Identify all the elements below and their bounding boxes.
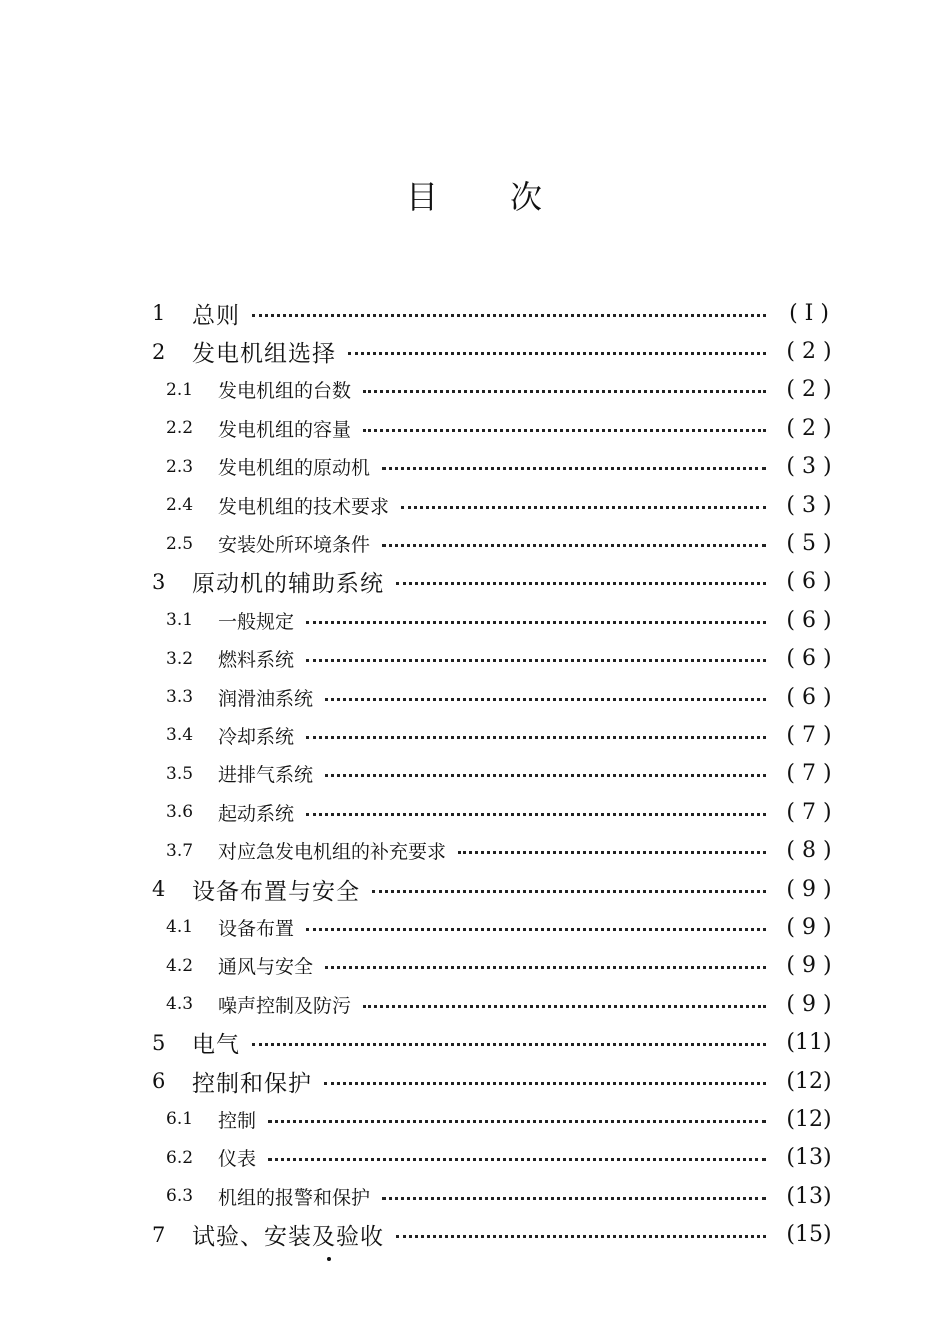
toc-entry-number: 3.4 <box>166 725 194 746</box>
toc-entry-page: ( 2 ) <box>786 415 832 441</box>
toc-chapter-entry[interactable] <box>150 1023 840 1061</box>
toc-entry-title: 仪表 <box>218 1148 257 1171</box>
dot-leader <box>306 736 766 739</box>
toc-entry-title: 机组的报警和保护 <box>218 1186 371 1209</box>
toc-entry-number: 6.2 <box>166 1147 194 1168</box>
toc-entry-page: ( 7 ) <box>786 722 832 748</box>
toc-section-entry[interactable] <box>150 908 840 946</box>
toc-entry-page: (13) <box>786 1183 832 1209</box>
toc-entry-title: 发电机组的台数 <box>218 380 352 403</box>
toc-entry-number: 4.3 <box>166 994 194 1015</box>
toc-entry-page: (11) <box>786 1030 832 1056</box>
toc-entry-page: ( 7 ) <box>786 761 832 787</box>
dot-leader <box>306 659 766 662</box>
toc-section-entry[interactable] <box>150 793 840 831</box>
dot-leader <box>306 928 766 931</box>
dot-leader <box>363 390 766 393</box>
toc-section-entry[interactable] <box>150 524 840 562</box>
toc-entry-title: 对应急发电机组的补充要求 <box>218 841 447 864</box>
toc-entry-number: 6.3 <box>166 1186 194 1207</box>
toc-chapter-entry[interactable] <box>150 563 840 601</box>
toc-entry-page: ( 6 ) <box>786 607 832 633</box>
toc-section-entry[interactable] <box>150 1100 840 1138</box>
toc-section-entry[interactable] <box>150 678 840 716</box>
toc-entry-title: 燃料系统 <box>218 649 295 672</box>
toc-entry-page: ( 7 ) <box>786 799 832 825</box>
toc-entry-number: 2.3 <box>166 456 194 477</box>
toc-entry-page: (12) <box>786 1106 832 1132</box>
dot-leader <box>306 621 766 624</box>
toc-entry-title: 控制 <box>218 1109 257 1132</box>
toc-entry-page: ( 9 ) <box>786 914 832 940</box>
toc-entry-number: 2.1 <box>166 379 194 400</box>
dot-leader <box>324 1082 766 1085</box>
toc-entry-title: 试验、安装及验收 <box>192 1224 384 1251</box>
toc-entry-number: 3.1 <box>166 610 194 631</box>
toc-entry-page: (15) <box>786 1222 832 1248</box>
toc-entry-number: 3.7 <box>166 840 194 861</box>
toc-entry-number: 6.1 <box>166 1109 194 1130</box>
dot-leader <box>325 966 766 969</box>
toc-entry-number: 2.5 <box>166 533 194 554</box>
toc-entry-number: 4 <box>152 877 166 902</box>
toc-entry-title: 发电机组的原动机 <box>218 457 371 480</box>
toc-chapter-entry[interactable] <box>150 1062 840 1100</box>
toc-entry-page: ( 3 ) <box>786 492 832 518</box>
ink-speck <box>327 1257 331 1261</box>
toc-entry-number: 2 <box>152 339 166 364</box>
toc-entry-number: 2.4 <box>166 495 194 516</box>
toc-chapter-entry[interactable] <box>150 332 840 370</box>
toc-section-entry[interactable] <box>150 831 840 869</box>
dot-leader <box>268 1158 766 1161</box>
toc-entry-title: 总则 <box>192 302 240 329</box>
toc-entry-title: 噪声控制及防污 <box>218 994 352 1017</box>
toc-entry-title: 安装处所环境条件 <box>218 534 371 557</box>
toc-section-entry[interactable] <box>150 716 840 754</box>
toc-entry-page: ( 6 ) <box>786 684 832 710</box>
dot-leader <box>382 1197 766 1200</box>
toc-entry-title: 润滑油系统 <box>218 687 314 710</box>
toc-chapter-entry[interactable] <box>150 1215 840 1253</box>
dot-leader <box>306 813 766 816</box>
toc-section-entry[interactable] <box>150 486 840 524</box>
dot-leader <box>363 429 766 432</box>
toc-section-entry[interactable] <box>150 985 840 1023</box>
toc-entry-title: 发电机组选择 <box>192 341 336 368</box>
toc-entry-number: 4.1 <box>166 917 194 938</box>
toc-entry-title: 设备布置 <box>218 917 295 940</box>
toc-entry-page: ( 6 ) <box>786 646 832 672</box>
dot-leader <box>348 352 766 355</box>
toc-entry-number: 3 <box>152 569 166 594</box>
toc-entry-page: ( 9 ) <box>786 876 832 902</box>
dot-leader <box>363 1005 766 1008</box>
toc-section-entry[interactable] <box>150 947 840 985</box>
toc-entry-page: ( 8 ) <box>786 838 832 864</box>
toc-entry-number: 6 <box>152 1069 166 1093</box>
toc-entry-number: 4.2 <box>166 955 194 976</box>
toc-entry-title: 发电机组的技术要求 <box>218 495 390 518</box>
page-title <box>0 172 950 218</box>
toc-entry-title: 进排气系统 <box>218 764 314 787</box>
toc-entry-title: 设备布置与安全 <box>192 878 360 905</box>
toc-entry-page: ( 3 ) <box>786 454 832 480</box>
dot-leader <box>401 506 766 509</box>
toc-entry-title: 控制和保护 <box>192 1070 312 1097</box>
toc-entry-title: 发电机组的容量 <box>218 418 352 441</box>
toc-entry-number: 3.5 <box>166 763 194 784</box>
dot-leader <box>382 544 766 547</box>
toc-section-entry[interactable] <box>150 409 840 447</box>
toc-entry-page: ( 2 ) <box>786 339 832 365</box>
toc-entry-page: ( I ) <box>789 300 829 326</box>
toc-entry-number: 3.3 <box>166 687 194 708</box>
toc-entry-page: ( 6 ) <box>786 569 832 595</box>
toc-entry-page: (12) <box>786 1068 832 1094</box>
dot-leader <box>325 774 766 777</box>
toc-entry-number: 7 <box>152 1222 166 1247</box>
toc-entry-page: (13) <box>786 1145 832 1171</box>
dot-leader <box>252 1043 766 1046</box>
toc-chapter-entry[interactable] <box>150 294 840 332</box>
toc-section-entry[interactable] <box>150 755 840 793</box>
toc-section-entry[interactable] <box>150 448 840 486</box>
table-of-contents <box>150 294 840 1254</box>
dot-leader <box>382 467 766 470</box>
toc-section-entry[interactable] <box>150 1139 840 1177</box>
toc-entry-number: 2.2 <box>166 418 194 439</box>
toc-entry-number: 3.6 <box>166 802 194 823</box>
toc-entry-title: 通风与安全 <box>218 956 314 979</box>
toc-entry-page: ( 9 ) <box>786 953 832 979</box>
toc-entry-page: ( 9 ) <box>786 991 832 1017</box>
title-char-2: 次 <box>510 178 545 216</box>
dot-leader <box>325 698 766 701</box>
toc-entry-number: 3.2 <box>166 648 194 669</box>
toc-chapter-entry[interactable] <box>150 870 840 908</box>
dot-leader <box>372 890 766 893</box>
toc-entry-page: ( 2 ) <box>786 377 832 403</box>
toc-entry-title: 起动系统 <box>218 802 295 825</box>
toc-section-entry[interactable] <box>150 1177 840 1215</box>
toc-entry-page: ( 5 ) <box>786 531 832 557</box>
dot-leader <box>396 1235 766 1238</box>
toc-section-entry[interactable] <box>150 371 840 409</box>
toc-entry-number: 5 <box>152 1030 166 1055</box>
title-char-1: 目 <box>405 178 440 216</box>
toc-entry-title: 一般规定 <box>218 610 295 633</box>
toc-section-entry[interactable] <box>150 640 840 678</box>
toc-entry-number: 1 <box>152 301 166 326</box>
dot-leader <box>252 314 766 317</box>
toc-section-entry[interactable] <box>150 601 840 639</box>
toc-entry-title: 电气 <box>192 1032 240 1059</box>
dot-leader <box>396 582 766 585</box>
dot-leader <box>268 1120 766 1123</box>
toc-entry-title: 原动机的辅助系统 <box>192 571 384 598</box>
dot-leader <box>458 851 766 854</box>
toc-entry-title: 冷却系统 <box>218 725 295 748</box>
